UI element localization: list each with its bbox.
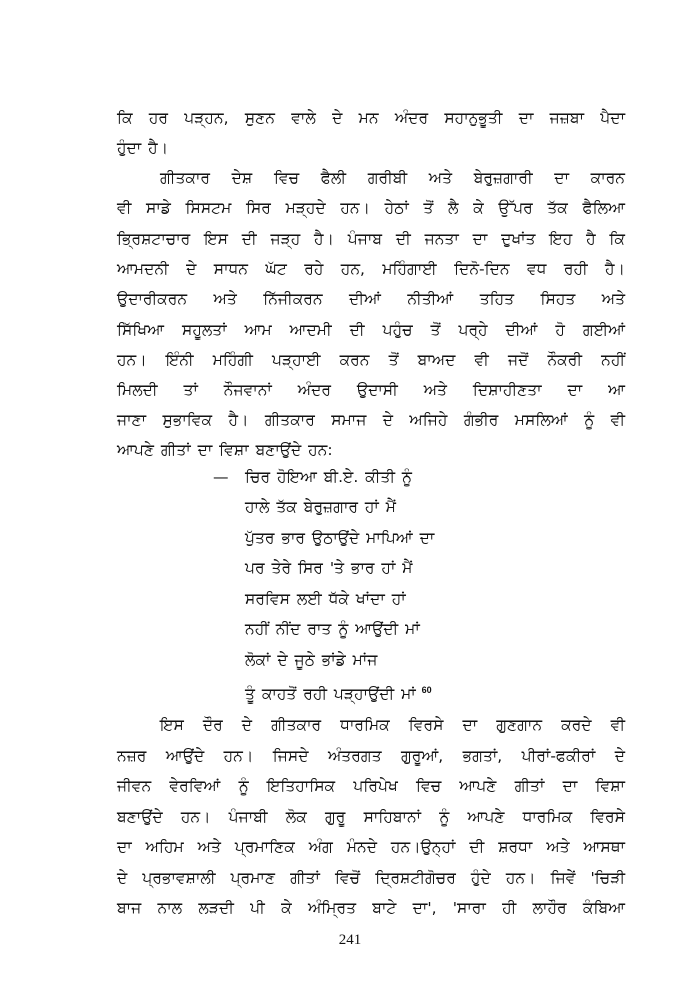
paragraph-2-line-7: ਹਨ। ਇੰਨੀ ਮਹਿੰਗੀ ਪੜ੍ਹਾਈ ਕਰਨ ਤੋਂ ਬਾਅਦ ਵੀ ਜਦੋਂ ਨੌਕਰੀ ਨਹੀਂ <box>117 351 625 369</box>
verse-line-4: ਪਰ ਤੇਰੇ ਸਿਰ 'ਤੇ ਭਾਰ ਹਾਂ ਮੈਂ <box>245 559 413 577</box>
verse-line-5: ਸਰਵਿਸ ਲਈ ਧੱਕੇ ਖਾਂਦਾ ਹਾਂ <box>245 590 406 608</box>
paragraph-3-line-7: ਬਾਜ ਨਾਲ ਲੜਦੀ ਪੀ ਕੇ ਅੰਮ੍ਰਿਤ ਬਾਟੇ ਦਾ', 'ਸਾਰਾ ਹੀ ਲਾਹੌਰ ਕੰਬਿਆ <box>117 899 625 917</box>
paragraph-2-line-5: ਉਦਾਰੀਕਰਨ ਅਤੇ ਨਿੱਜੀਕਰਨ ਦੀਆਂ ਨੀਤੀਆਂ ਤਹਿਤ ਸਿਹਤ ਅਤੇ <box>117 290 625 308</box>
paragraph-2-line-8: ਮਿਲਦੀ ਤਾਂ ਨੌਜਵਾਨਾਂ ਅੰਦਰ ਉਦਾਸੀ ਅਤੇ ਦਿਸ਼ਾਹੀਣਤਾ ਦਾ ਆ <box>117 381 625 399</box>
verse-line-2: ਹਾਲੇ ਤੱਕ ਬੇਰੁਜ਼ਗਾਰ ਹਾਂ ਮੈਂ <box>245 498 396 516</box>
paragraph-1-line-2: ਹੁੰਦਾ ਹੈ। <box>117 139 169 157</box>
paragraph-3-line-6: ਦੇ ਪ੍ਰਭਾਵਸ਼ਾਲੀ ਪ੍ਰਮਾਣ ਗੀਤਾਂ ਵਿਚੋਂ ਦ੍ਰਿਸ਼ਟੀਗੋਚਰ ਹੁੰਦੇ ਹਨ। ਜਿਵੇਂ 'ਚਿੜੀ <box>117 869 625 887</box>
paragraph-3-line-1: ਇਸ ਦੌਰ ਦੇ ਗੀਤਕਾਰ ਧਾਰਮਿਕ ਵਿਰਸੇ ਦਾ ਗੁਣਗਾਨ ਕਰਦੇ ਵੀ <box>160 716 625 734</box>
paragraph-3-line-4: ਬਣਾਉਂਦੇ ਹਨ। ਪੰਜਾਬੀ ਲੋਕ ਗੁਰੂ ਸਾਹਿਬਾਨਾਂ ਨੂੰ ਆਪਣੇ ਧਾਰਮਿਕ ਵਿਰਸੇ <box>117 808 625 826</box>
paragraph-1-line-1: ਕਿ ਹਰ ਪੜ੍ਹਨ, ਸੁਣਨ ਵਾਲੇ ਦੇ ਮਨ ਅੰਦਰ ਸਹਾਨੁਭੂਤੀ ਦਾ ਜਜ਼ਬਾ ਪੈਦਾ <box>117 109 625 127</box>
verse-line-1: ਚਿਰ ਹੋਇਆ ਬੀ.ਏ. ਕੀਤੀ ਨੂੰ <box>245 468 413 486</box>
verse-line-8-text: ਤੂੰ ਕਾਹਤੋਂ ਰਹੀ ਪੜ੍ਹਾਉਂਦੀ ਮਾਂ <box>245 685 416 704</box>
paragraph-3-line-2: ਨਜ਼ਰ ਆਉਂਦੇ ਹਨ। ਜਿਸਦੇ ਅੰਤਰਗਤ ਗੁਰੂਆਂ, ਭਗਤਾਂ, ਪੀਰਾਂ-ਫਕੀਰਾਂ ਦੇ <box>117 747 625 765</box>
verse-line-3: ਪੁੱਤਰ ਭਾਰ ਉਠਾਉਂਦੇ ਮਾਪਿਆਂ ਦਾ <box>245 529 435 547</box>
paragraph-3-line-3: ਜੀਵਨ ਵੇਰਵਿਆਂ ਨੂੰ ਇਤਿਹਾਸਿਕ ਪਰਿਪੇਖ ਵਿਚ ਆਪਣੇ ਗੀਤਾਂ ਦਾ ਵਿਸ਼ਾ <box>117 777 625 795</box>
page-number: 241 <box>338 932 362 948</box>
paragraph-2-line-2: ਵੀ ਸਾਡੇ ਸਿਸਟਮ ਸਿਰ ਮੜ੍ਹਦੇ ਹਨ। ਹੇਠਾਂ ਤੋਂ ਲੈ ਕੇ ਉੱਪਰ ਤੱਕ ਫੈਲਿਆ <box>117 199 625 217</box>
paragraph-2-line-3: ਭ੍ਰਿਸ਼ਟਾਚਾਰ ਇਸ ਦੀ ਜੜ੍ਹ ਹੈ। ਪੰਜਾਬ ਦੀ ਜਨਤਾ ਦਾ ਦੁਖਾਂਤ ਇਹ ਹੈ ਕਿ <box>117 230 625 248</box>
paragraph-2-line-6: ਸਿੱਖਿਆ ਸਹੂਲਤਾਂ ਆਮ ਆਦਮੀ ਦੀ ਪਹੁੰਚ ਤੋਂ ਪਰ੍ਹੇ ਦੀਆਂ ਹੋ ਗਈਆਂ <box>117 321 625 339</box>
paragraph-2-line-1: ਗੀਤਕਾਰ ਦੇਸ਼ ਵਿਚ ਫੈਲੀ ਗਰੀਬੀ ਅਤੇ ਬੇਰੁਜ਼ਗਾਰੀ ਦਾ ਕਾਰਨ <box>160 169 625 187</box>
verse-line-6: ਨਹੀਂ ਨੀਂਦ ਰਾਤ ਨੂੰ ਆਉਂਦੀ ਮਾਂ <box>245 620 420 638</box>
verse-dash: — <box>213 468 229 486</box>
footnote-reference: 60 <box>421 685 432 695</box>
verse-line-8 <box>245 679 432 705</box>
paragraph-2-line-4: ਆਮਦਨੀ ਦੇ ਸਾਧਨ ਘੱਟ ਰਹੇ ਹਨ, ਮਹਿੰਗਾਈ ਦਿਨੋ-ਦਿਨ ਵਧ ਰਹੀ ਹੈ। <box>117 260 625 278</box>
verse-line-7: ਲੋਕਾਂ ਦੇ ਜੂਠੇ ਭਾਂਡੇ ਮਾਂਜ <box>245 651 378 669</box>
paragraph-2-line-9: ਜਾਣਾ ਸੁਭਾਵਿਕ ਹੈ। ਗੀਤਕਾਰ ਸਮਾਜ ਦੇ ਅਜਿਹੇ ਗੰਭੀਰ ਮਸਲਿਆਂ ਨੂੰ ਵੀ <box>117 411 625 429</box>
paragraph-3-line-5: ਦਾ ਅਹਿਮ ਅਤੇ ਪ੍ਰਮਾਣਿਕ ਅੰਗ ਮੰਨਦੇ ਹਨ।ਉਨ੍ਹਾਂ ਦੀ ਸ਼ਰਧਾ ਅਤੇ ਆਸਥਾ <box>117 838 625 856</box>
paragraph-2-line-10: ਆਪਣੇ ਗੀਤਾਂ ਦਾ ਵਿਸ਼ਾ ਬਣਾਉਂਦੇ ਹਨ: <box>117 441 333 459</box>
